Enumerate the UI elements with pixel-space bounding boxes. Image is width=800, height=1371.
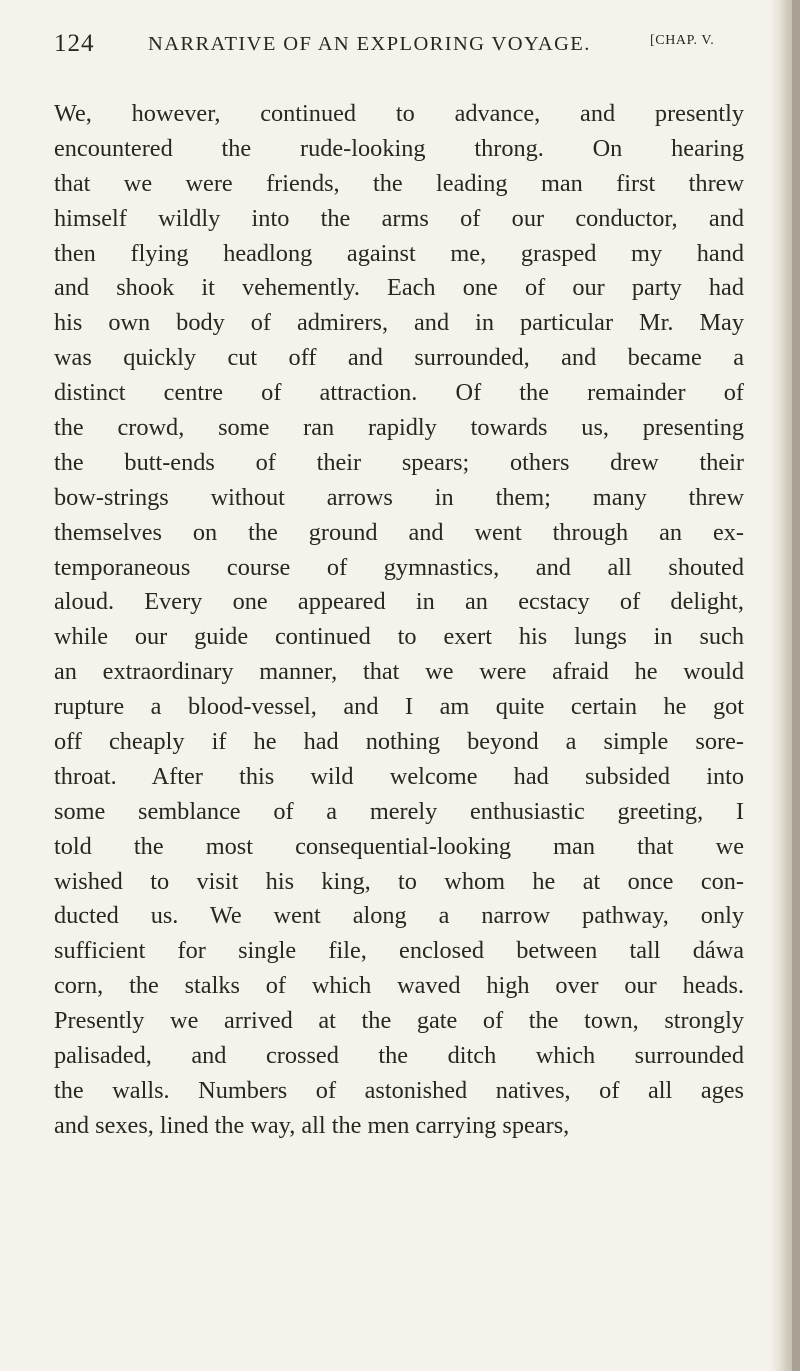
text-line: ducted us. We went along a narrow pathway, only bbox=[54, 902, 744, 930]
text-line: We, however, continued to advance, and presently bbox=[54, 100, 744, 127]
text-line: aloud. Every one appeared in an ecstacy of delight, bbox=[54, 588, 744, 616]
text-line: encountered the rude-looking throng. On hearing bbox=[54, 134, 744, 162]
text-line: temporaneous course of gymnastics, and all shouted bbox=[54, 553, 744, 581]
text-line: off cheaply if he had nothing beyond a simple sore- bbox=[54, 728, 744, 756]
text-line: the crowd, some ran rapidly towards us, presenting bbox=[54, 414, 744, 442]
text-line: palisaded, and crossed the ditch which surrounded bbox=[54, 1042, 744, 1070]
text-line: the walls. Numbers of astonished natives, of all ages bbox=[54, 1076, 744, 1104]
text-line: distinct centre of attraction. Of the remainder of bbox=[54, 379, 744, 407]
text-line: sufficient for single file, enclosed between tall dáwa bbox=[54, 937, 744, 965]
text-line: themselves on the ground and went through an ex- bbox=[54, 518, 744, 546]
text-line: throat. After this wild welcome had subsided into bbox=[54, 762, 744, 790]
text-line: rupture a blood-vessel, and I am quite certain he got bbox=[54, 693, 744, 721]
text-line: wished to visit his king, to whom he at once con- bbox=[54, 867, 744, 895]
text-line: corn, the stalks of which waved high over our heads. bbox=[54, 972, 744, 1000]
text-line: the butt-ends of their spears; others drew their bbox=[54, 448, 744, 476]
body-text bbox=[54, 97, 744, 1144]
running-head-title: NARRATIVE OF AN EXPLORING VOYAGE. bbox=[148, 33, 591, 55]
chapter-reference: [CHAP. V. bbox=[650, 33, 715, 48]
text-line: and sexes, lined the way, all the men carrying spears, bbox=[54, 1111, 570, 1139]
text-line: some semblance of a merely enthusiastic greeting, I bbox=[54, 797, 744, 825]
text-line: that we were friends, the leading man first threw bbox=[54, 169, 744, 197]
text-line: was quickly cut off and surrounded, and became a bbox=[54, 344, 744, 372]
text-line: Presently we arrived at the gate of the town, strongly bbox=[54, 1007, 744, 1035]
text-line: himself wildly into the arms of our conductor, and bbox=[54, 204, 744, 232]
text-line: bow-strings without arrows in them; many threw bbox=[54, 483, 744, 511]
text-line: then flying headlong against me, grasped my hand bbox=[54, 239, 744, 267]
text-line: an extraordinary manner, that we were afraid he would bbox=[54, 658, 744, 686]
page-number: 124 bbox=[54, 30, 95, 57]
text-line: and shook it vehemently. Each one of our party had bbox=[54, 274, 744, 302]
page-gutter-shadow bbox=[792, 0, 800, 1371]
text-line: his own body of admirers, and in particular Mr. May bbox=[54, 309, 744, 337]
running-head bbox=[54, 30, 744, 60]
text-line: told the most consequential-looking man that we bbox=[54, 832, 744, 860]
text-line: while our guide continued to exert his lungs in such bbox=[54, 623, 744, 651]
